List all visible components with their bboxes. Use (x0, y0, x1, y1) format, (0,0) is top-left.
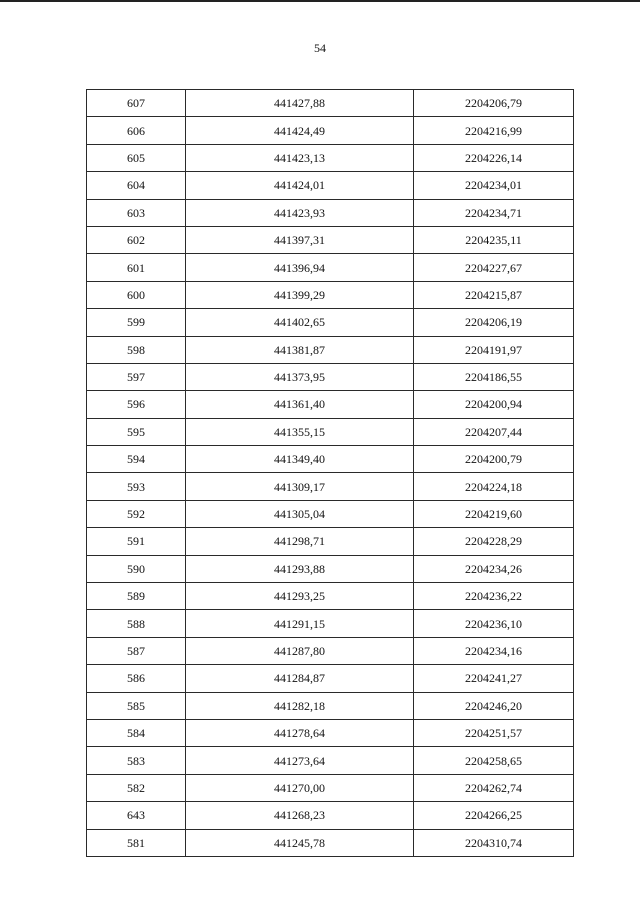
x-coordinate-cell: 441291,15 (186, 610, 414, 637)
point-number-cell: 586 (87, 665, 186, 692)
table-row (87, 473, 574, 500)
y-coordinate-cell: 2204234,16 (414, 637, 574, 664)
y-coordinate-cell: 2204219,60 (414, 500, 574, 527)
point-number-cell: 592 (87, 500, 186, 527)
point-number-cell: 589 (87, 583, 186, 610)
x-coordinate-cell: 441397,31 (186, 226, 414, 253)
point-number-cell: 600 (87, 281, 186, 308)
y-coordinate-cell: 2204206,19 (414, 309, 574, 336)
y-coordinate-cell: 2204234,71 (414, 199, 574, 226)
x-coordinate-cell: 441270,00 (186, 774, 414, 801)
y-coordinate-cell: 2204266,25 (414, 802, 574, 829)
table-row (87, 309, 574, 336)
point-number-cell: 594 (87, 446, 186, 473)
point-number-cell: 593 (87, 473, 186, 500)
point-number-cell: 603 (87, 199, 186, 226)
y-coordinate-cell: 2204241,27 (414, 665, 574, 692)
table-row (87, 90, 574, 117)
table-row (87, 610, 574, 637)
table-row (87, 117, 574, 144)
x-coordinate-cell: 441284,87 (186, 665, 414, 692)
table-row (87, 199, 574, 226)
point-number-cell: 582 (87, 774, 186, 801)
y-coordinate-cell: 2204200,79 (414, 446, 574, 473)
point-number-cell: 596 (87, 391, 186, 418)
table-row (87, 500, 574, 527)
x-coordinate-cell: 441427,88 (186, 90, 414, 117)
table-row (87, 172, 574, 199)
table-row (87, 555, 574, 582)
top-border-line (0, 0, 640, 2)
y-coordinate-cell: 2204224,18 (414, 473, 574, 500)
x-coordinate-cell: 441305,04 (186, 500, 414, 527)
page-number: 54 (314, 41, 326, 55)
y-coordinate-cell: 2204207,44 (414, 418, 574, 445)
table-row (87, 637, 574, 664)
table-row (87, 528, 574, 555)
y-coordinate-cell: 2204236,10 (414, 610, 574, 637)
table-row (87, 363, 574, 390)
point-number-cell: 583 (87, 747, 186, 774)
y-coordinate-cell: 2204227,67 (414, 254, 574, 281)
y-coordinate-cell: 2204200,94 (414, 391, 574, 418)
x-coordinate-cell: 441268,23 (186, 802, 414, 829)
point-number-cell: 602 (87, 226, 186, 253)
point-number-cell: 599 (87, 309, 186, 336)
y-coordinate-cell: 2204186,55 (414, 363, 574, 390)
point-number-cell: 585 (87, 692, 186, 719)
point-number-cell: 607 (87, 90, 186, 117)
point-number-cell: 595 (87, 418, 186, 445)
point-number-cell: 643 (87, 802, 186, 829)
table-row (87, 802, 574, 829)
table-row (87, 226, 574, 253)
table-row (87, 254, 574, 281)
coordinates-table-body (87, 90, 574, 857)
point-number-cell: 587 (87, 637, 186, 664)
x-coordinate-cell: 441349,40 (186, 446, 414, 473)
y-coordinate-cell: 2204228,29 (414, 528, 574, 555)
x-coordinate-cell: 441293,88 (186, 555, 414, 582)
table-row (87, 719, 574, 746)
y-coordinate-cell: 2204251,57 (414, 719, 574, 746)
table-row (87, 446, 574, 473)
y-coordinate-cell: 2204258,65 (414, 747, 574, 774)
table-row (87, 692, 574, 719)
y-coordinate-cell: 2204235,11 (414, 226, 574, 253)
table-row (87, 144, 574, 171)
x-coordinate-cell: 441287,80 (186, 637, 414, 664)
y-coordinate-cell: 2204226,14 (414, 144, 574, 171)
table-row (87, 665, 574, 692)
x-coordinate-cell: 441245,78 (186, 829, 414, 856)
y-coordinate-cell: 2204236,22 (414, 583, 574, 610)
table-row (87, 281, 574, 308)
table-row (87, 583, 574, 610)
table-row (87, 774, 574, 801)
x-coordinate-cell: 441424,49 (186, 117, 414, 144)
y-coordinate-cell: 2204206,79 (414, 90, 574, 117)
x-coordinate-cell: 441361,40 (186, 391, 414, 418)
table-row (87, 418, 574, 445)
x-coordinate-cell: 441273,64 (186, 747, 414, 774)
table-row (87, 829, 574, 856)
x-coordinate-cell: 441423,13 (186, 144, 414, 171)
point-number-cell: 591 (87, 528, 186, 555)
x-coordinate-cell: 441423,93 (186, 199, 414, 226)
table-row (87, 336, 574, 363)
x-coordinate-cell: 441424,01 (186, 172, 414, 199)
y-coordinate-cell: 2204191,97 (414, 336, 574, 363)
point-number-cell: 606 (87, 117, 186, 144)
x-coordinate-cell: 441355,15 (186, 418, 414, 445)
y-coordinate-cell: 2204234,01 (414, 172, 574, 199)
point-number-cell: 605 (87, 144, 186, 171)
point-number-cell: 604 (87, 172, 186, 199)
point-number-cell: 590 (87, 555, 186, 582)
point-number-cell: 588 (87, 610, 186, 637)
y-coordinate-cell: 2204215,87 (414, 281, 574, 308)
x-coordinate-cell: 441278,64 (186, 719, 414, 746)
x-coordinate-cell: 441373,95 (186, 363, 414, 390)
x-coordinate-cell: 441381,87 (186, 336, 414, 363)
point-number-cell: 597 (87, 363, 186, 390)
y-coordinate-cell: 2204262,74 (414, 774, 574, 801)
table-row (87, 747, 574, 774)
y-coordinate-cell: 2204216,99 (414, 117, 574, 144)
y-coordinate-cell: 2204310,74 (414, 829, 574, 856)
point-number-cell: 601 (87, 254, 186, 281)
x-coordinate-cell: 441402,65 (186, 309, 414, 336)
point-number-cell: 598 (87, 336, 186, 363)
table-row (87, 391, 574, 418)
x-coordinate-cell: 441399,29 (186, 281, 414, 308)
coordinates-table (86, 89, 574, 857)
point-number-cell: 581 (87, 829, 186, 856)
x-coordinate-cell: 441298,71 (186, 528, 414, 555)
x-coordinate-cell: 441282,18 (186, 692, 414, 719)
y-coordinate-cell: 2204246,20 (414, 692, 574, 719)
y-coordinate-cell: 2204234,26 (414, 555, 574, 582)
point-number-cell: 584 (87, 719, 186, 746)
x-coordinate-cell: 441293,25 (186, 583, 414, 610)
x-coordinate-cell: 441309,17 (186, 473, 414, 500)
x-coordinate-cell: 441396,94 (186, 254, 414, 281)
